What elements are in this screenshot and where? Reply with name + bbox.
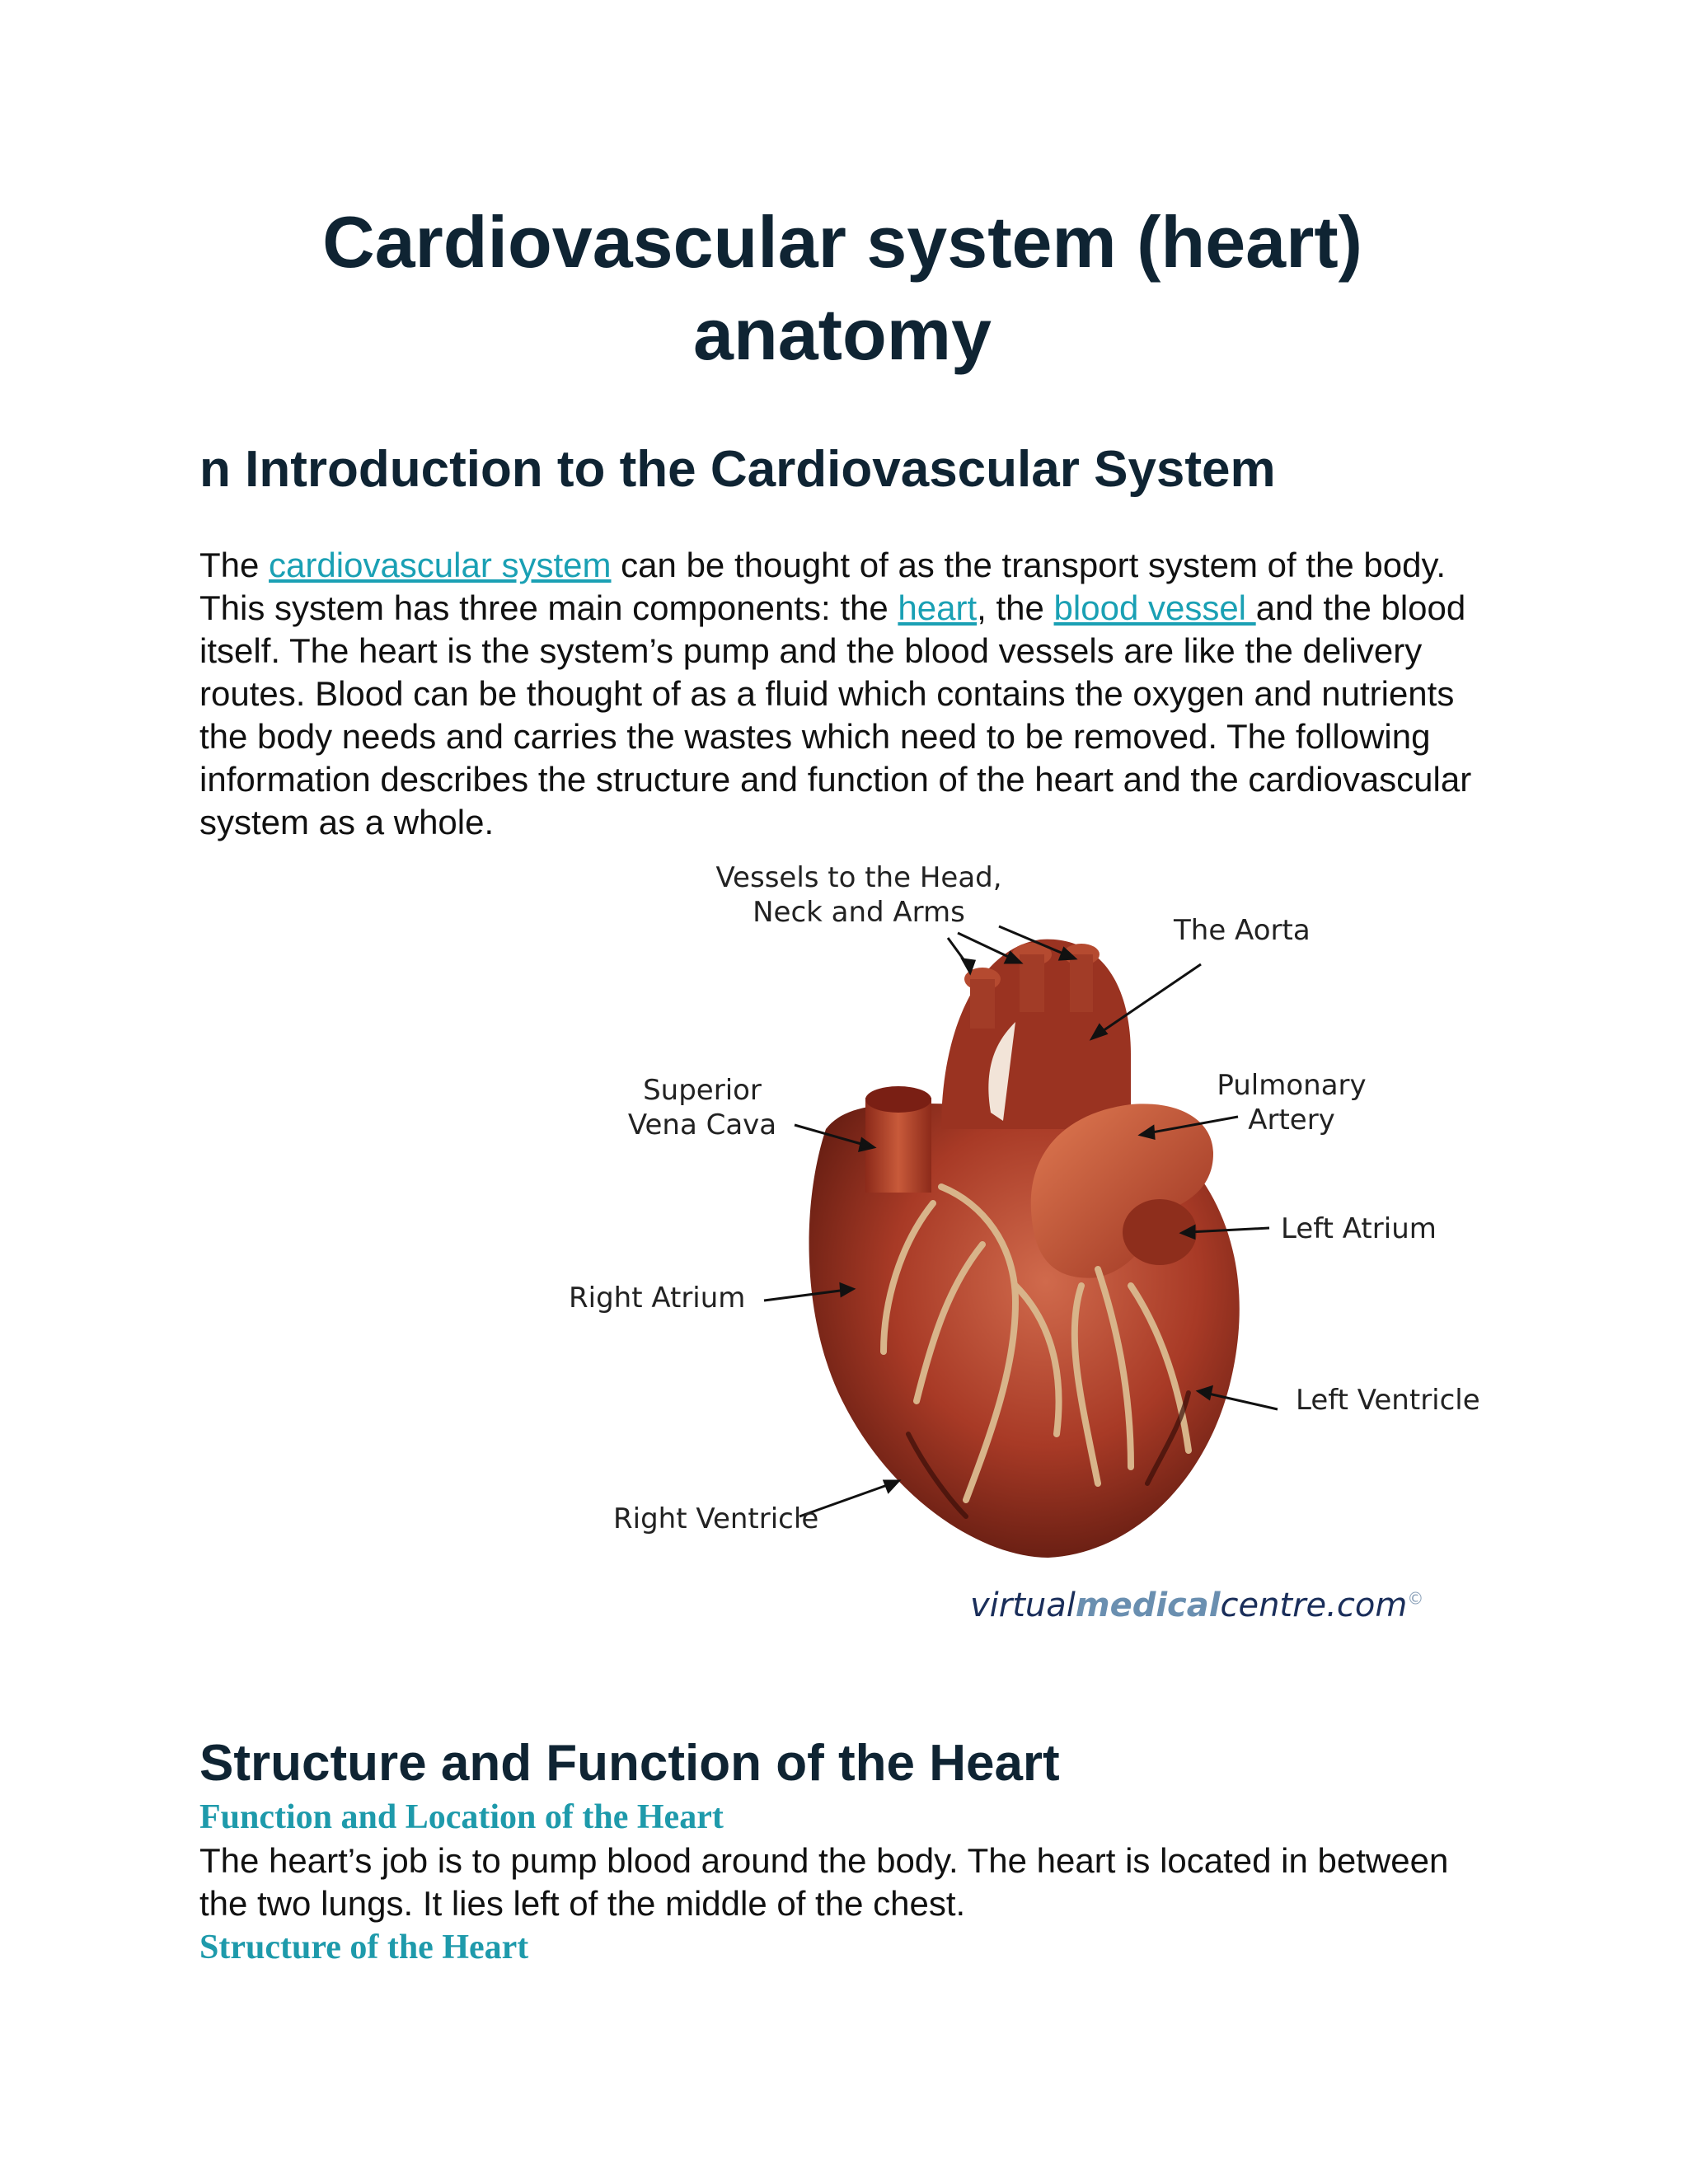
heart-diagram <box>554 857 1526 1648</box>
label-left-ventricle: Left Ventricle <box>1296 1384 1480 1417</box>
vessel-stem-2 <box>1020 954 1044 1012</box>
intro-paragraph <box>199 544 1485 844</box>
label-pulmonary-line1: Pulmonary <box>1217 1069 1367 1102</box>
label-vessels-line2: Neck and Arms <box>753 896 965 929</box>
label-vessels <box>702 860 1015 930</box>
label-svc-line2: Vena Cava <box>627 1108 777 1141</box>
label-pulmonary-artery <box>1213 1068 1370 1137</box>
label-svc-line1: Superior <box>643 1074 762 1107</box>
credit-part2: medical <box>1075 1586 1221 1624</box>
label-vessels-line1: Vessels to the Head, <box>715 861 1002 894</box>
function-location-subheading: Function and Location of the Heart <box>199 1798 724 1836</box>
label-right-ventricle: Right Ventricle <box>613 1502 819 1535</box>
cardiovascular-system-link[interactable]: cardiovascular system <box>269 546 612 584</box>
blood-vessel-link[interactable]: blood vessel <box>1053 588 1256 627</box>
label-right-atrium: Right Atrium <box>569 1282 746 1315</box>
structure-heading: Structure and Function of the Heart <box>199 1735 1060 1792</box>
label-superior-vena-cava <box>603 1073 801 1142</box>
intro-text-1: The <box>199 546 270 584</box>
heart-link[interactable]: heart <box>898 588 978 627</box>
label-left-atrium: Left Atrium <box>1281 1212 1437 1245</box>
label-aorta: The Aorta <box>1174 914 1311 947</box>
svc-opening <box>865 1086 931 1113</box>
vessel-stem-3 <box>1070 954 1093 1012</box>
page-title: Cardiovascular system (heart) anatomy <box>322 201 1362 375</box>
copyright-icon: © <box>1407 1588 1424 1609</box>
intro-text-2: can be thought of as the transport system of the body. This system has three main components: the <box>199 546 1447 627</box>
intro-text-3: , the <box>977 588 1054 627</box>
intro-text-4: and the blood itself. The heart is the system’s pump and the blood vessels are like the delivery routes. Blood can be thought of as a fluid which contains the oxygen and nutrients the body needs and carries the wastes which need to be removed. The following information describes the structure and function of the heart and the cardiovascular system as a whole. <box>199 588 1472 841</box>
image-credit-logo <box>970 1586 1423 1624</box>
label-pulmonary-line2: Artery <box>1248 1104 1335 1137</box>
heart-function-paragraph: The heart’s job is to pump blood around the body. The heart is located in between the two lungs. It lies left of the middle of the chest. <box>199 1841 1449 1923</box>
structure-subheading: Structure of the Heart <box>199 1929 529 1966</box>
credit-part1: virtual <box>970 1586 1076 1624</box>
credit-part3: centre.com <box>1220 1586 1408 1624</box>
intro-heading: n Introduction to the Cardiovascular System <box>199 441 1276 498</box>
vessel-stem-1 <box>970 979 995 1029</box>
